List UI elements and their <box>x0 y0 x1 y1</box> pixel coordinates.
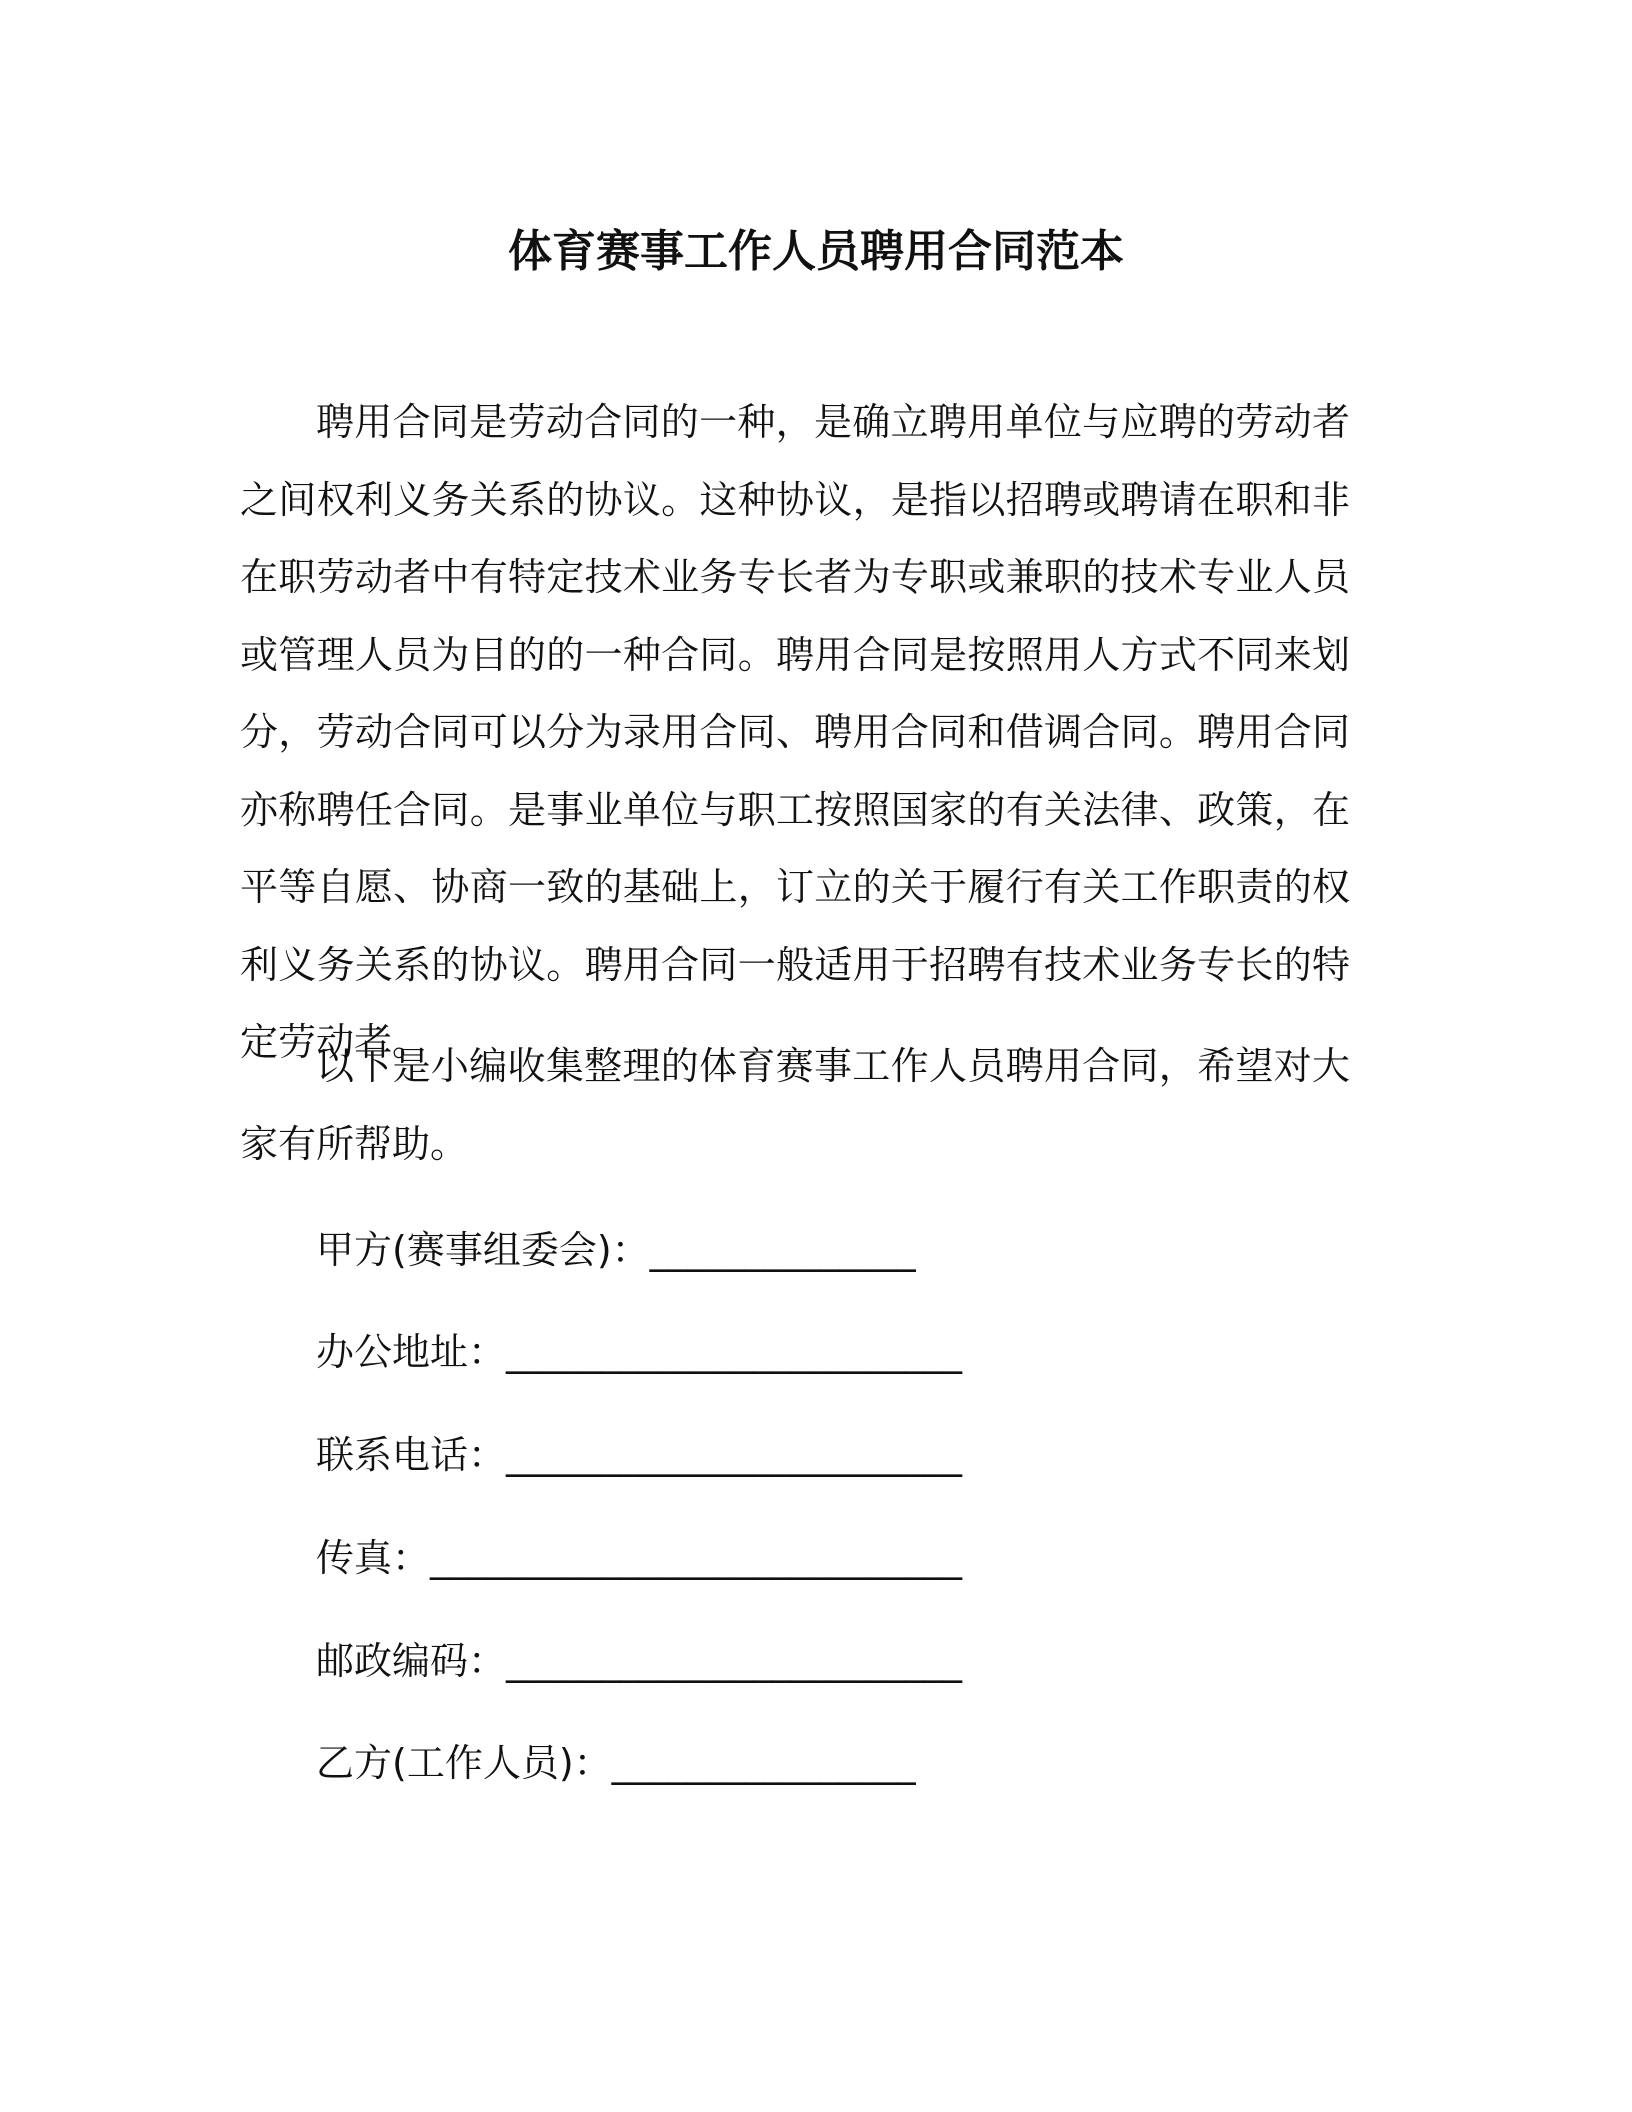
preface-paragraph: 以下是小编收集整理的体育赛事工作人员聘用合同，希望对大家有所帮助。 <box>240 1044 1350 1166</box>
fax-label: 传真： <box>316 1536 431 1580</box>
office-address-label: 办公地址： <box>316 1330 507 1374</box>
office-address-field <box>316 1327 962 1377</box>
document-title: 体育赛事工作人员聘用合同范本 <box>508 226 1124 277</box>
party-a-blank: ______________ <box>649 1228 916 1272</box>
party-a-label: 甲方(赛事组委会)： <box>316 1228 650 1272</box>
phone-label: 联系电话： <box>316 1433 507 1477</box>
postal-code-field <box>316 1636 962 1686</box>
party-b-label: 乙方(工作人员)： <box>316 1741 612 1785</box>
intro-paragraph: 聘用合同是劳动合同的一种，是确立聘用单位与应聘的劳动者之间权利义务关系的协议。这种协议，是指以招聘或聘请在职和非在职劳动者中有特定技术业务专长者为专职或兼职的技术专业人员或管理人员为目的的一种合同。聘用合同是按照用人方式不同来划分，劳动合同可以分为录用合同、聘用合同和借调合同。聘用合同亦称聘任合同。是事业单位与职工按照国家的有关法律、政策，在平等自愿、协商一致的基础上，订立的关于履行有关工作职责的权利义务关系的协议。聘用合同一般适用于招聘有技术业务专长的特定劳动者。 <box>240 400 1350 1064</box>
postal-code-label: 邮政编码： <box>316 1639 507 1683</box>
party-b-field <box>316 1738 916 1788</box>
postal-code-blank: ________________________ <box>506 1639 963 1683</box>
office-address-blank: ________________________ <box>506 1330 963 1374</box>
fax-blank: ____________________________ <box>430 1536 963 1580</box>
phone-blank: ________________________ <box>506 1433 963 1477</box>
phone-field <box>316 1430 962 1480</box>
party-b-blank: ________________ <box>611 1741 916 1785</box>
party-a-field <box>316 1225 916 1275</box>
fax-field <box>316 1533 962 1583</box>
